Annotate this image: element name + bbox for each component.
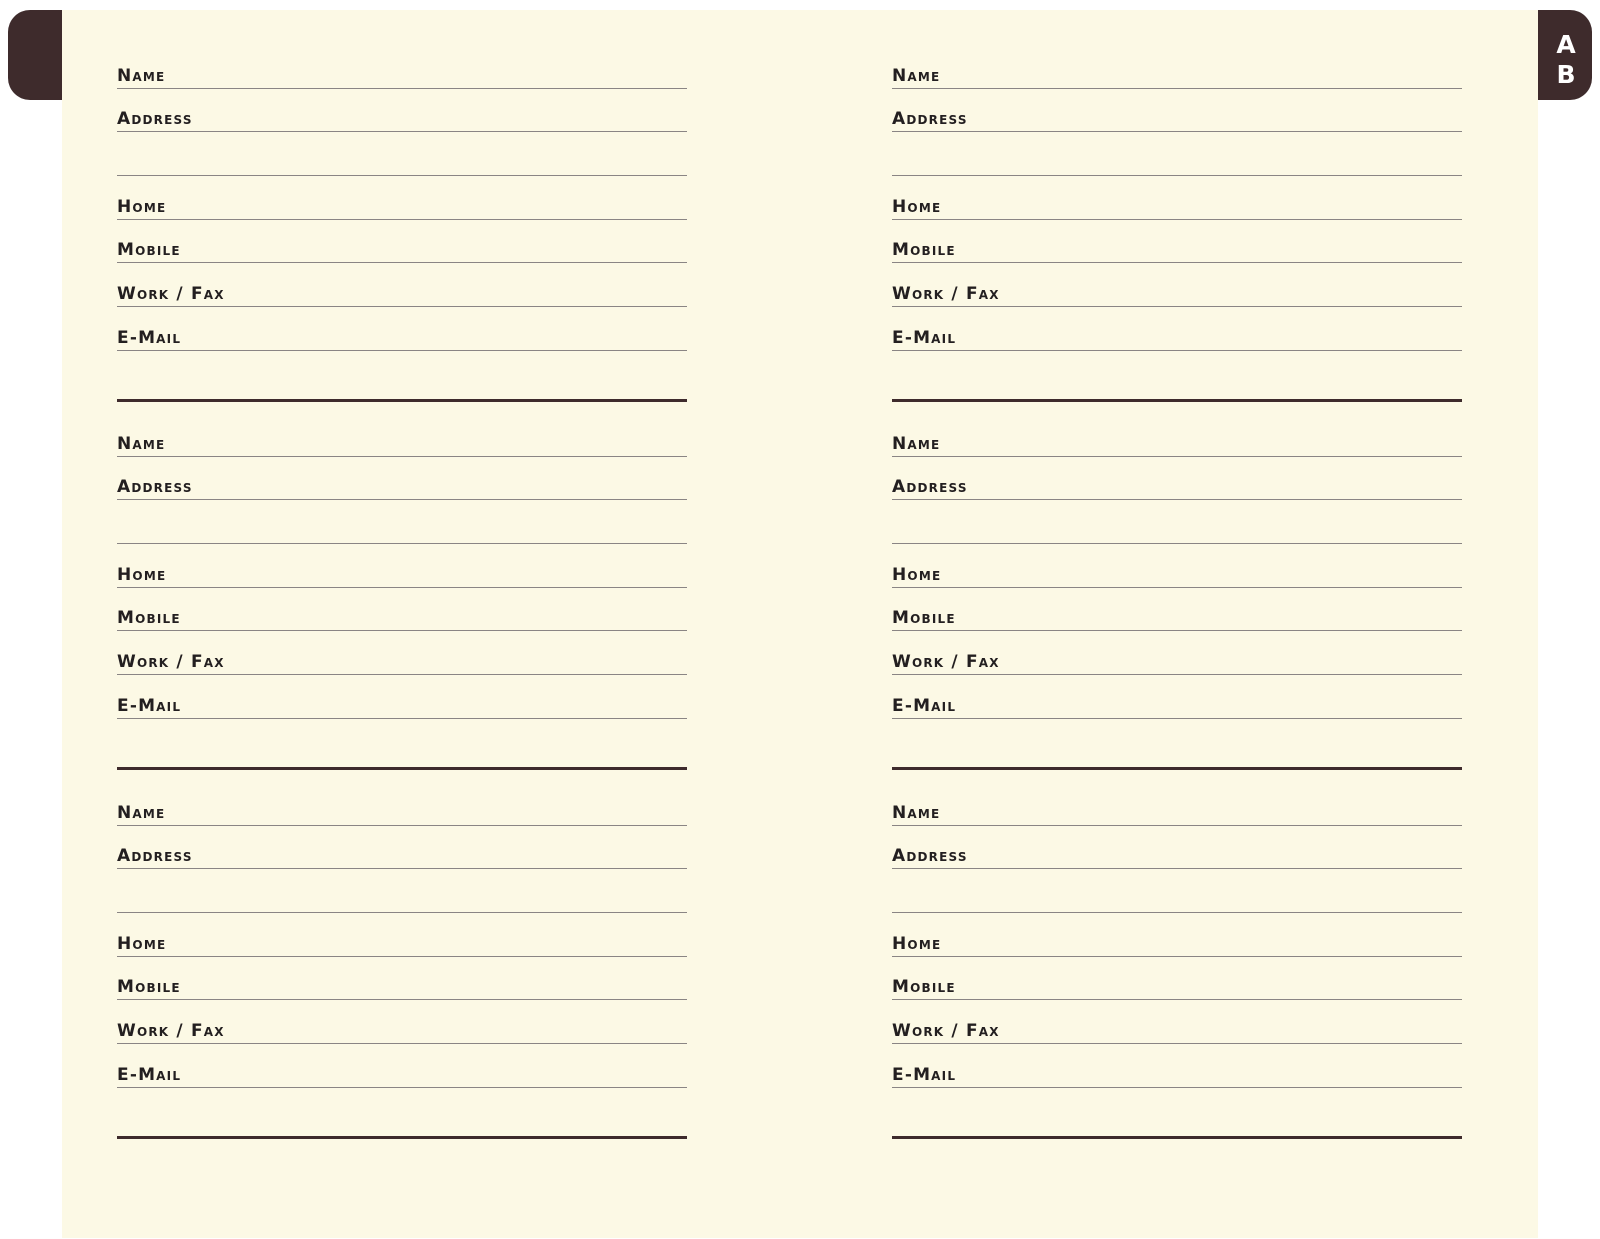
home-line[interactable] xyxy=(117,197,687,220)
address-line-2[interactable] xyxy=(892,543,1462,544)
name-label: Name xyxy=(117,434,166,454)
name-line[interactable] xyxy=(892,803,1462,826)
address-line[interactable] xyxy=(117,477,687,500)
name-line[interactable] xyxy=(117,803,687,826)
home-label: Home xyxy=(892,934,942,954)
email-line[interactable] xyxy=(117,1065,687,1088)
address-line[interactable] xyxy=(892,477,1462,500)
address-label: Address xyxy=(117,846,193,866)
mobile-line[interactable] xyxy=(892,240,1462,263)
mobile-label: Mobile xyxy=(892,977,956,997)
mobile-line[interactable] xyxy=(117,977,687,1000)
email-line[interactable] xyxy=(892,696,1462,719)
name-line[interactable] xyxy=(892,434,1462,457)
address-label: Address xyxy=(892,109,968,129)
name-label: Name xyxy=(892,66,941,86)
index-tab-letter: A xyxy=(1556,30,1576,59)
index-tab-letter: B xyxy=(1556,60,1576,89)
email-label: E-Mail xyxy=(117,328,182,348)
home-line[interactable] xyxy=(892,565,1462,588)
email-line[interactable] xyxy=(892,328,1462,351)
mobile-label: Mobile xyxy=(117,608,181,628)
name-label: Name xyxy=(117,803,166,823)
work-fax-line[interactable] xyxy=(117,284,687,307)
address-line-2[interactable] xyxy=(892,912,1462,913)
home-line[interactable] xyxy=(892,197,1462,220)
home-label: Home xyxy=(117,934,167,954)
entry-separator xyxy=(117,399,687,402)
email-line[interactable] xyxy=(892,1065,1462,1088)
work-fax-line[interactable] xyxy=(117,652,687,675)
email-label: E-Mail xyxy=(117,696,182,716)
home-line[interactable] xyxy=(117,565,687,588)
name-line[interactable] xyxy=(117,66,687,89)
address-label: Address xyxy=(117,477,193,497)
left-page xyxy=(62,10,800,1238)
right-page xyxy=(800,10,1538,1238)
name-line[interactable] xyxy=(892,66,1462,89)
work-fax-label: Work / Fax xyxy=(117,1021,225,1041)
address-label: Address xyxy=(117,109,193,129)
address-line-2[interactable] xyxy=(117,912,687,913)
mobile-label: Mobile xyxy=(892,240,956,260)
mobile-label: Mobile xyxy=(117,977,181,997)
name-line[interactable] xyxy=(117,434,687,457)
entry-separator xyxy=(117,767,687,770)
email-line[interactable] xyxy=(117,328,687,351)
mobile-label: Mobile xyxy=(892,608,956,628)
mobile-line[interactable] xyxy=(117,608,687,631)
name-label: Name xyxy=(892,803,941,823)
email-line[interactable] xyxy=(117,696,687,719)
email-label: E-Mail xyxy=(117,1065,182,1085)
work-fax-label: Work / Fax xyxy=(117,284,225,304)
entry-separator xyxy=(892,767,1462,770)
address-line[interactable] xyxy=(117,846,687,869)
mobile-label: Mobile xyxy=(117,240,181,260)
address-line-2[interactable] xyxy=(117,543,687,544)
address-line[interactable] xyxy=(892,846,1462,869)
name-label: Name xyxy=(892,434,941,454)
address-label: Address xyxy=(892,846,968,866)
name-label: Name xyxy=(117,66,166,86)
email-label: E-Mail xyxy=(892,328,957,348)
entry-separator xyxy=(117,1136,687,1139)
work-fax-line[interactable] xyxy=(892,1021,1462,1044)
mobile-line[interactable] xyxy=(892,977,1462,1000)
left-bookmark-tab xyxy=(8,10,70,100)
home-label: Home xyxy=(892,197,942,217)
address-line[interactable] xyxy=(117,109,687,132)
work-fax-line[interactable] xyxy=(892,652,1462,675)
index-tab-letters xyxy=(1551,30,1581,90)
email-label: E-Mail xyxy=(892,696,957,716)
entry-separator xyxy=(892,1136,1462,1139)
work-fax-label: Work / Fax xyxy=(892,652,1000,672)
home-label: Home xyxy=(117,197,167,217)
home-label: Home xyxy=(117,565,167,585)
address-line-2[interactable] xyxy=(892,175,1462,176)
work-fax-label: Work / Fax xyxy=(117,652,225,672)
home-line[interactable] xyxy=(892,934,1462,957)
work-fax-line[interactable] xyxy=(117,1021,687,1044)
address-line-2[interactable] xyxy=(117,175,687,176)
work-fax-label: Work / Fax xyxy=(892,1021,1000,1041)
mobile-line[interactable] xyxy=(117,240,687,263)
work-fax-label: Work / Fax xyxy=(892,284,1000,304)
email-label: E-Mail xyxy=(892,1065,957,1085)
home-label: Home xyxy=(892,565,942,585)
address-label: Address xyxy=(892,477,968,497)
mobile-line[interactable] xyxy=(892,608,1462,631)
entry-separator xyxy=(892,399,1462,402)
work-fax-line[interactable] xyxy=(892,284,1462,307)
address-line[interactable] xyxy=(892,109,1462,132)
home-line[interactable] xyxy=(117,934,687,957)
